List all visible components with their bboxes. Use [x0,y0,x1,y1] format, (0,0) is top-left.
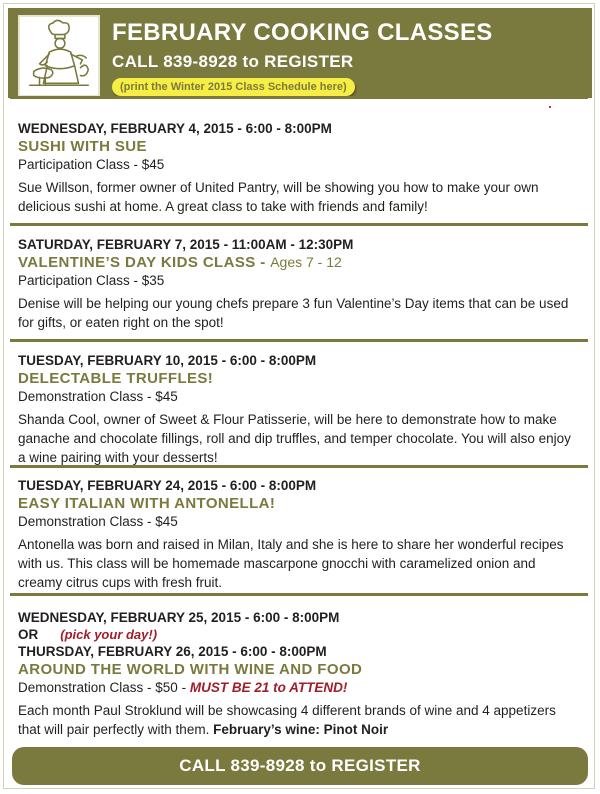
class-listing [18,120,578,216]
class-date: TUESDAY, FEBRUARY 10, 2015 - 6:00 - 8:00PM [18,353,317,368]
wine-of-month: February’s wine: Pinot Noir [213,722,389,737]
page-title: FEBRUARY COOKING CLASSES [112,19,493,46]
class-type: Demonstration Class - $45 [18,514,178,529]
pick-day-note: (pick your day!) [60,627,158,642]
class-description: Denise will be helping our young chefs prepare 3 fun Valentine’s Day items that can be used for gifts, or eaten right on the spot! [18,296,569,330]
class-listing [18,236,578,332]
class-listing [18,609,578,739]
class-date: WEDNESDAY, FEBRUARY 4, 2015 - 6:00 - 8:00PM [18,121,332,136]
divider [10,593,588,596]
class-type: Demonstration Class - $45 [18,389,178,404]
divider [10,223,588,226]
class-title: EASY ITALIAN WITH ANTONELLA! [18,495,276,512]
class-date-alt: THURSDAY, FEBRUARY 26, 2015 - 6:00 - 8:00PM [18,644,327,659]
class-description: Antonella was born and raised in Milan, Italy and she is here to share her wonderful recipes with us. This class will be homemade mascarpone gnocchi with caramelized onion and creamy citrus cups with fresh fruit. [18,537,564,590]
or-line [18,626,578,643]
class-ages: Ages 7 - 12 [270,254,342,270]
or-label: OR [18,627,39,642]
print-schedule-button[interactable]: (print the Winter 2015 Class Schedule here) [112,78,355,96]
class-description [18,701,578,739]
class-date: WEDNESDAY, FEBRUARY 25, 2015 - 6:00 - 8:00PM [18,610,340,625]
class-title [18,253,578,272]
age-warning: MUST BE 21 to ATTEND! [189,680,348,695]
class-title-text: VALENTINE’S DAY KIDS CLASS - [18,254,271,271]
divider [10,96,588,99]
class-title: AROUND THE WORLD WITH WINE AND FOOD [18,661,363,678]
class-title: SUSHI WITH SUE [18,138,147,155]
divider [10,339,588,342]
chef-logo [18,15,100,97]
header-phone-cta: CALL 839-8928 to REGISTER [112,52,354,71]
class-description-text: Each month Paul Stroklund will be showcasing 4 different brands of wine and 4 appetizers that will pair perfectly with them. [18,703,556,737]
class-date: SATURDAY, FEBRUARY 7, 2015 - 11:00AM - 12:30PM [18,237,354,252]
class-date: TUESDAY, FEBRUARY 24, 2015 - 6:00 - 8:00PM [18,478,317,493]
class-type [18,679,578,697]
class-listing [18,477,578,592]
class-description: Shanda Cool, owner of Sweet & Flour Patisserie, will be here to demonstrate how to make ganache and chocolate fillings, roll and dip truffles, and temper chocolate. You will also enjoy a wine pairing with your desserts! [18,412,571,465]
chef-illustration-icon [20,17,98,95]
class-type-text: Demonstration Class - $50 - [18,680,190,695]
stray-mark [549,106,551,108]
class-description: Sue Willson, former owner of United Pantry, will be showing you how to make your own delicious sushi at home. A great class to take with friends and family! [18,180,539,214]
divider [10,465,588,468]
class-type: Participation Class - $45 [18,157,165,172]
class-type: Participation Class - $35 [18,273,165,288]
class-listing [18,352,578,467]
header-banner [8,8,592,98]
class-title: DELECTABLE TRUFFLES! [18,370,214,387]
register-button[interactable]: CALL 839-8928 to REGISTER [12,747,588,785]
